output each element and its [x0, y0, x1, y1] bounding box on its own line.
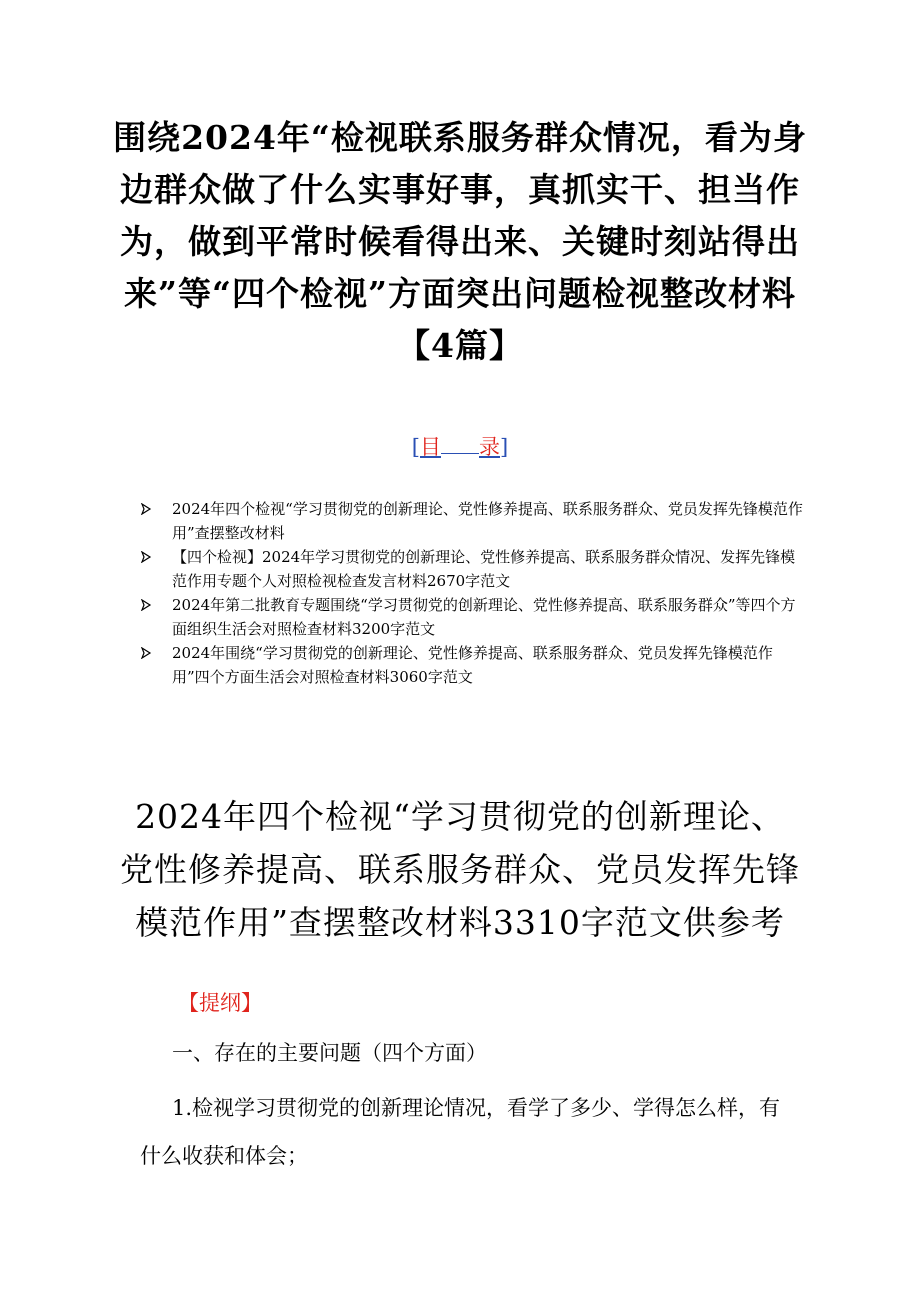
outline-label: 【提纲】 [178, 991, 262, 1015]
section-title: 2024年四个检视“学习贯彻党的创新理论、党性修养提高、联系服务群众、党员发挥先锋模范作用”查摆整改材料3310字范文供参考 [120, 797, 800, 942]
toc-underline-gap [441, 435, 479, 454]
toc-bracket-open: [ [411, 435, 420, 459]
toc-item-text: 2024年围绕“学习贯彻党的创新理论、党性修养提高、联系服务群众、党员发挥先锋模范作用”四个方面生活会对照检查材料3060字范文 [172, 644, 773, 686]
document-title: 围绕2024年“检视联系服务群众情况，看为身边群众做了什么实事好事，真抓实干、担当作为，做到平常时候看得出来、关键时刻站得出来”等“四个检视”方面突出问题检视整改材料【4篇】 [113, 118, 807, 365]
toc-heading[interactable] [0, 432, 920, 462]
toc-item[interactable] [140, 593, 810, 641]
toc-list [140, 497, 810, 689]
toc-item-text: 【四个检视】2024年学习贯彻党的创新理论、党性修养提高、联系服务群众情况、发挥先锋模范作用专题个人对照检视检查发言材料2670字范文 [172, 548, 796, 590]
toc-label-first: 目 [420, 435, 441, 459]
arrow-bullet-icon [140, 641, 152, 665]
arrow-bullet-icon [140, 497, 152, 521]
toc-label-second: 录 [479, 435, 500, 459]
toc-item-text: 2024年第二批教育专题围绕“学习贯彻党的创新理论、党性修养提高、联系服务群众”等四个方面组织生活会对照检查材料3200字范文 [172, 596, 796, 638]
arrow-bullet-icon [140, 593, 152, 617]
arrow-bullet-icon [140, 545, 152, 569]
toc-bracket-close: ] [500, 435, 509, 459]
toc-item[interactable] [140, 545, 810, 593]
section-heading: 一、存在的主要问题（四个方面） [172, 1041, 487, 1065]
toc-item[interactable] [140, 641, 810, 689]
body-paragraph: 1.检视学习贯彻党的创新理论情况，看学了多少、学得怎么样，有什么收获和体会； [140, 1096, 781, 1168]
toc-item[interactable] [140, 497, 810, 545]
toc-item-text: 2024年四个检视“学习贯彻党的创新理论、党性修养提高、联系服务群众、党员发挥先锋模范作用”查摆整改材料 [172, 500, 803, 542]
